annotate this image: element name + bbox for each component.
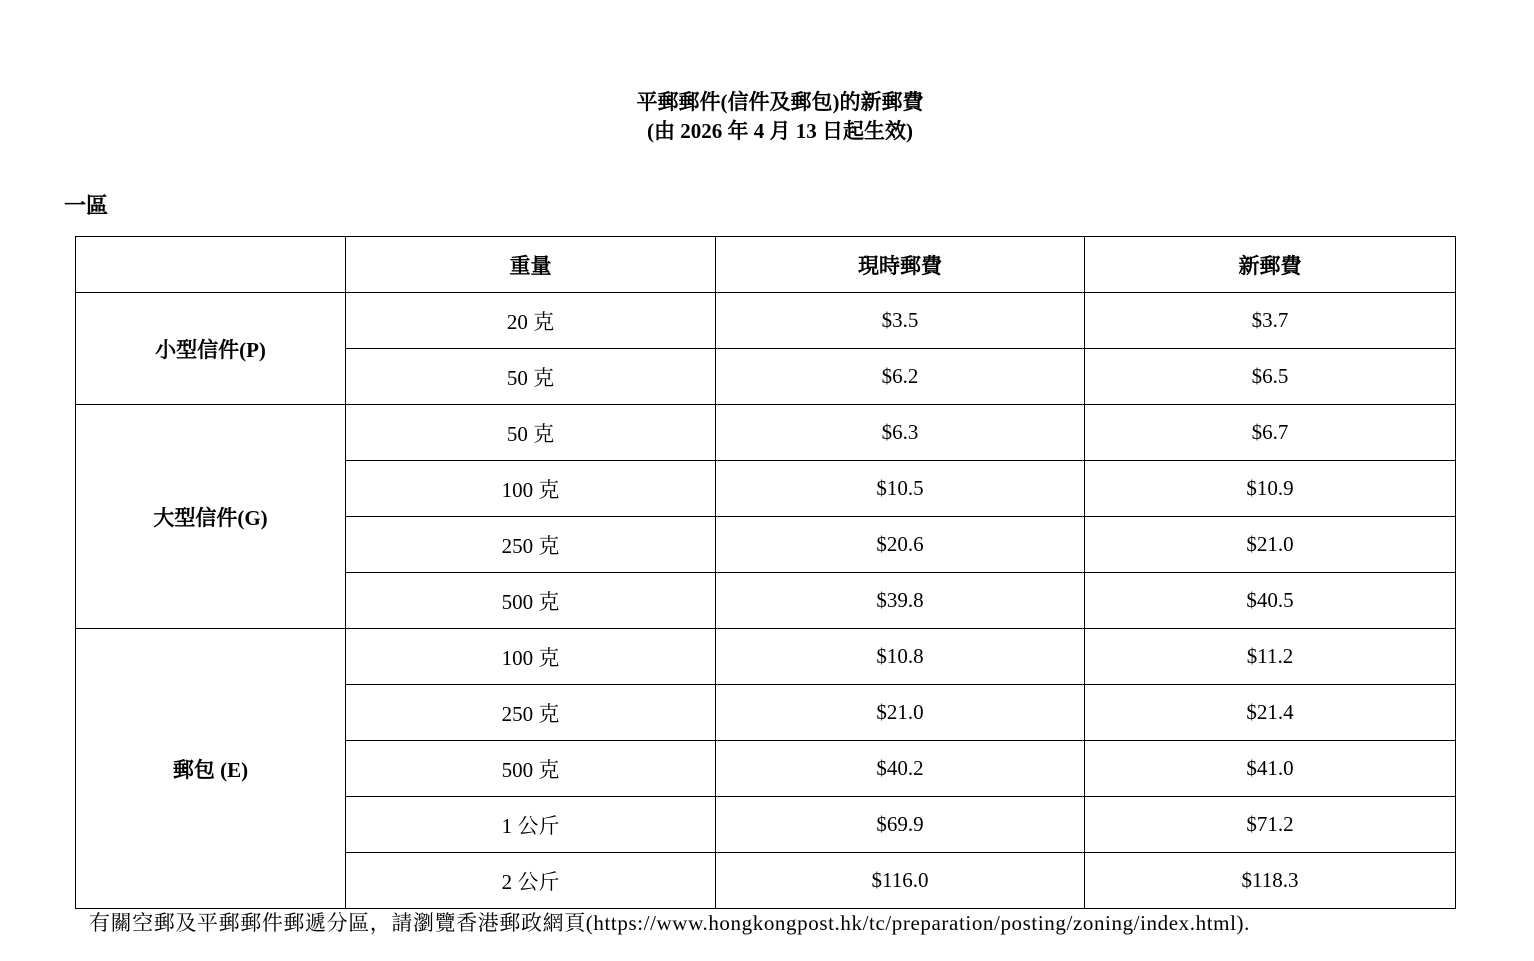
new-rate-cell: $118.3 (1085, 853, 1456, 909)
current-rate-cell: $21.0 (716, 685, 1085, 741)
category-small-letters: 小型信件(P) (76, 293, 346, 405)
current-rate-cell: $69.9 (716, 797, 1085, 853)
new-rate-cell: $10.9 (1085, 461, 1456, 517)
header-new-rate: 新郵費 (1085, 237, 1456, 293)
current-rate-cell: $40.2 (716, 741, 1085, 797)
category-large-letters: 大型信件(G) (76, 405, 346, 629)
weight-cell: 250 克 (346, 685, 716, 741)
current-rate-cell: $116.0 (716, 853, 1085, 909)
weight-cell: 2 公斤 (346, 853, 716, 909)
current-rate-cell: $6.3 (716, 405, 1085, 461)
category-packets: 郵包 (E) (76, 629, 346, 909)
weight-cell: 500 克 (346, 741, 716, 797)
new-rate-cell: $21.0 (1085, 517, 1456, 573)
header-row (76, 237, 1456, 293)
document-title (0, 88, 1534, 146)
zone-label: 一區 (64, 193, 109, 218)
header-weight: 重量 (346, 237, 716, 293)
table-row (76, 629, 1456, 685)
weight-cell: 100 克 (346, 461, 716, 517)
new-rate-cell: $3.7 (1085, 293, 1456, 349)
new-rate-cell: $6.5 (1085, 349, 1456, 405)
weight-cell: 1 公斤 (346, 797, 716, 853)
new-rate-cell: $21.4 (1085, 685, 1456, 741)
current-rate-cell: $6.2 (716, 349, 1085, 405)
weight-cell: 20 克 (346, 293, 716, 349)
current-rate-cell: $10.5 (716, 461, 1085, 517)
weight-cell: 500 克 (346, 573, 716, 629)
new-rate-cell: $6.7 (1085, 405, 1456, 461)
table-row (76, 405, 1456, 461)
title-line-1: 平郵郵件(信件及郵包)的新郵費 (636, 90, 924, 114)
header-category (76, 237, 346, 293)
weight-cell: 100 克 (346, 629, 716, 685)
title-line-2: (由 2026 年 4 月 13 日起生效) (647, 119, 913, 143)
table-row (76, 293, 1456, 349)
weight-cell: 250 克 (346, 517, 716, 573)
current-rate-cell: $3.5 (716, 293, 1085, 349)
current-rate-cell: $10.8 (716, 629, 1085, 685)
new-rate-cell: $11.2 (1085, 629, 1456, 685)
postage-rates-table (75, 236, 1456, 909)
weight-cell: 50 克 (346, 349, 716, 405)
current-rate-cell: $39.8 (716, 573, 1085, 629)
current-rate-cell: $20.6 (716, 517, 1085, 573)
new-rate-cell: $71.2 (1085, 797, 1456, 853)
new-rate-cell: $41.0 (1085, 741, 1456, 797)
new-rate-cell: $40.5 (1085, 573, 1456, 629)
weight-cell: 50 克 (346, 405, 716, 461)
footer-zoning-note: 有關空郵及平郵郵件郵遞分區，請瀏覽香港郵政網頁(https://www.hongkongpost.hk/tc/preparation/posting/zoning/index.html). (89, 911, 1250, 935)
header-current-rate: 現時郵費 (716, 237, 1085, 293)
